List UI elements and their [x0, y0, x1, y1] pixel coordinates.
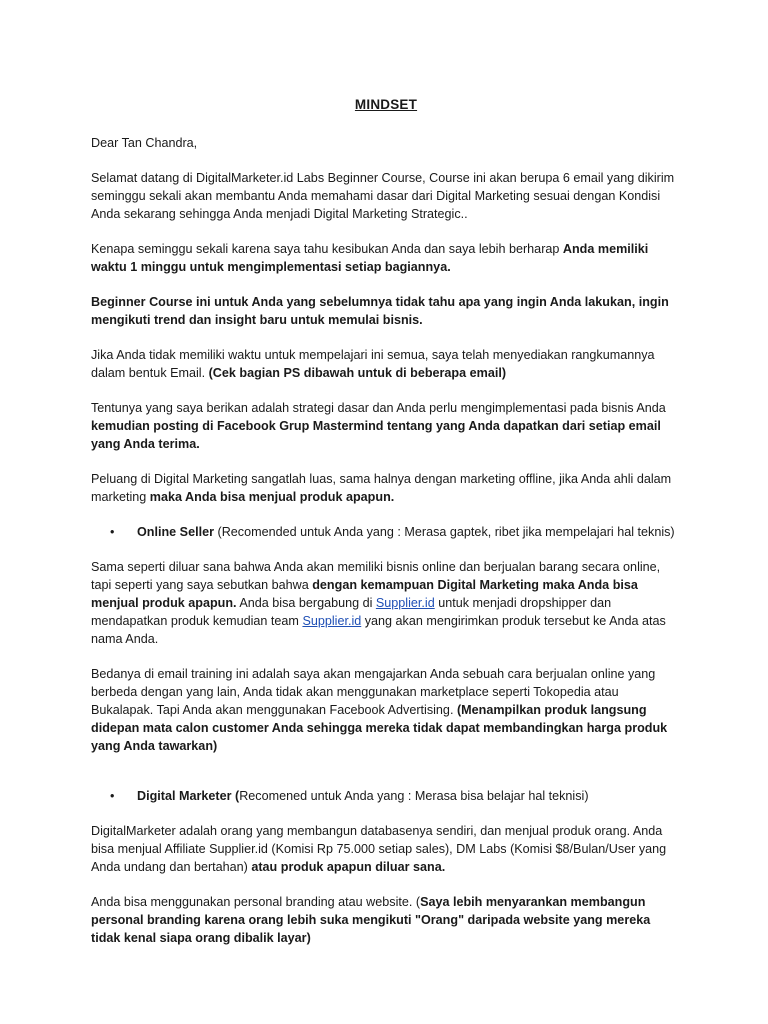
bullet-digital-marketer: • Digital Marketer (Recomened untuk Anda yang : Merasa bisa belajar hal teknisi): [110, 789, 589, 803]
document-page: [91, 96, 681, 964]
document-title: MINDSET: [354, 97, 418, 112]
bullet-online-seller: • Online Seller (Recomended untuk Anda yang : Merasa gaptek, ribet jika mempelajari hal teknis): [110, 525, 675, 539]
paragraph-intro: Selamat datang di DigitalMarketer.id Labs Beginner Course, Course ini akan berupa 6 email yang dikirim seminggu sekali akan membantu Anda memahami dasar dari Digital Marketing sesuai dengan Kondisi Anda sekarang sehingga Anda menjadi Digital Marketing Strategic..: [91, 171, 675, 221]
bullet-dot: •: [110, 525, 115, 539]
paragraph-summary: Jika Anda tidak memiliki waktu untuk mempelajari ini semua, saya telah menyediakan rangkumannya dalam bentuk Email. (Cek bagian PS dibawah untuk di beberapa email): [91, 348, 655, 380]
paragraph-weekly: Kenapa seminggu sekali karena saya tahu kesibukan Anda dan saya lebih berharap Anda memiliki waktu 1 minggu untuk mengimplementasi setiap bagiannya.: [91, 242, 649, 274]
paragraph-online-seller: Sama seperti diluar sana bahwa Anda akan memiliki bisnis online dan berjualan barang secara online, tapi seperti yang saya sebutkan bahwa dengan kemampuan Digital Marketing maka Anda bisa menjual produk apapun. Anda bisa bergabung di Supplier.id untuk menjadi dropshipper dan mendapatkan produk kemudian team Supplier.id yang akan mengirimkan produk tersebut ke Anda atas nama Anda.: [91, 560, 666, 646]
paragraph-opportunity: Peluang di Digital Marketing sangatlah luas, sama halnya dengan marketing offline, jika Anda ahli dalam marketing maka Anda bisa menjual produk apapun.: [91, 472, 672, 504]
paragraph-digital-marketer: DigitalMarketer adalah orang yang membangun databasenya sendiri, dan menjual produk orang. Anda bisa menjual Affiliate Supplier.id (Komisi Rp 75.000 setiap sales), DM Labs (Komisi $8/Bulan/User yang Anda undang dan bertahan) atau produk apapun diluar sana.: [91, 824, 667, 874]
paragraph-beginner: Beginner Course ini untuk Anda yang sebelumnya tidak tahu apa yang ingin Anda lakukan, ingin mengikuti trend dan insight baru untuk memulai bisnis.: [91, 295, 669, 327]
supplier-link[interactable]: Supplier.id: [375, 596, 435, 610]
greeting: Dear Tan Chandra,: [91, 136, 198, 150]
paragraph-strategy: Tentunya yang saya berikan adalah strategi dasar dan Anda perlu mengimplementasi pada bisnis Anda kemudian posting di Facebook Grup Mastermind tentang yang Anda dapatkan dari setiap email yang Anda terima.: [91, 401, 666, 451]
paragraph-personal-branding: Anda bisa menggunakan personal branding atau website. (Saya lebih menyarankan membangun personal branding karena orang lebih suka mengikuti "Orang" daripada website yang mereka tidak kenal siapa orang dibalik layar): [91, 895, 651, 945]
paragraph-difference: Bedanya di email training ini adalah saya akan mengajarkan Anda sebuah cara berjualan online yang berbeda dengan yang lain, Anda tidak akan menggunakan marketplace seperti Tokopedia atau Bukalapak. Tapi Anda akan menggunakan Facebook Advertising. (Menampilkan produk langsung didepan mata calon customer Anda sehingga mereka tidak dapat membandingkan harga produk yang Anda tawarkan): [91, 667, 668, 753]
supplier-link-2[interactable]: Supplier.id: [302, 614, 362, 628]
bullet-dot: •: [110, 789, 115, 803]
